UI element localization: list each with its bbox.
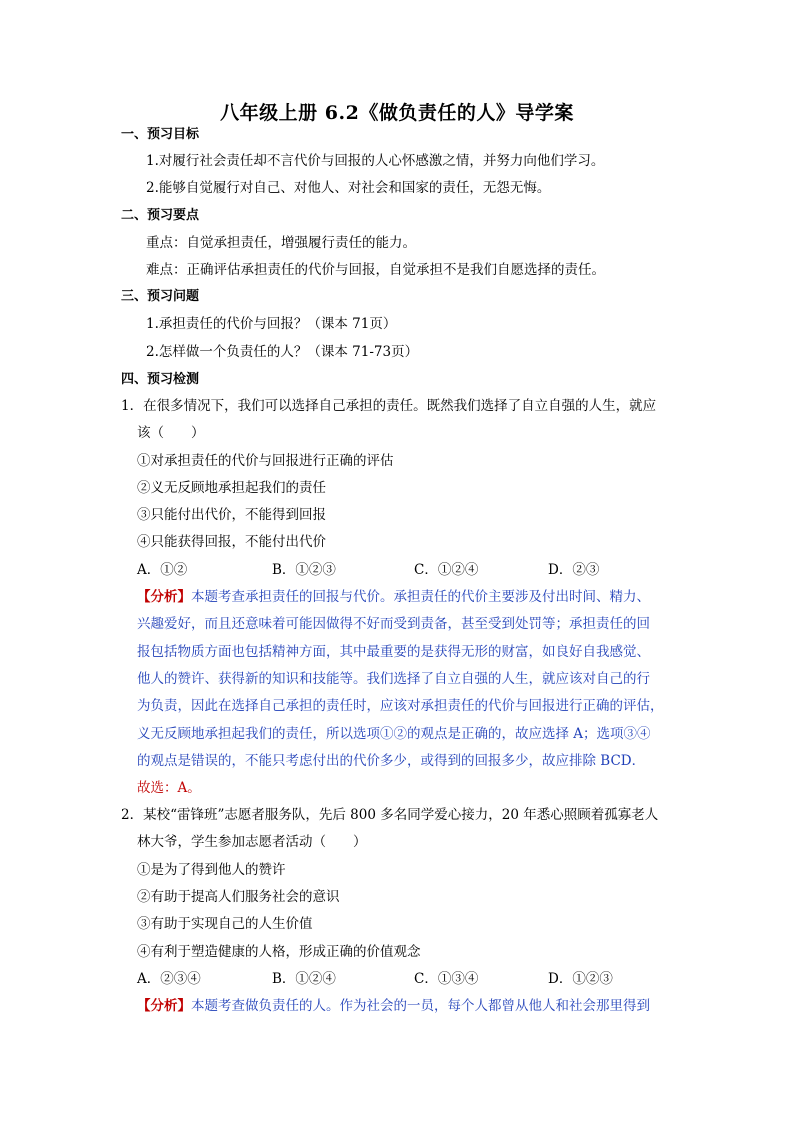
q2-stem-line-1: 2．某校“雷锋班”志愿者服务队，先后 800 多名同学爱心接力，20 年悉心照顾着孤寡老人 xyxy=(121,807,659,823)
q1-analysis-line-6: 义无反顾地承担起我们的责任，所以选项①②的观点是正确的，故应选择 A；选项③④ xyxy=(137,726,651,742)
goal-item-1: 1.对履行社会责任却不言代价与回报的人心怀感激之情，并努力向他们学习。 xyxy=(146,153,605,169)
q1-analysis-line-7: 的观点是错误的，不能只考虑付出的代价多少，或得到的回报多少，故应排除 BCD． xyxy=(137,753,646,769)
q2-option-b: B．①②④ xyxy=(272,971,336,987)
q1-answer: 故选：A。 xyxy=(137,780,201,796)
q2-statement-3: ③有助于实现自己的人生价值 xyxy=(137,916,313,932)
q1-statement-1: ①对承担责任的代价与回报进行正确的评估 xyxy=(137,453,394,469)
q2-statement-4: ④有利于塑造健康的人格，形成正确的价值观念 xyxy=(137,944,421,960)
q1-option-d: D．②③ xyxy=(548,562,600,578)
q2-analysis-line-1: 【分析】本题考查做负责任的人。作为社会的一员，每个人都曾从他人和社会那里得到 xyxy=(137,998,650,1014)
key-point: 重点：自觉承担责任，增强履行责任的能力。 xyxy=(146,235,416,251)
section-heading-preview-goals: 一、预习目标 xyxy=(121,127,200,142)
goal-item-2: 2.能够自觉履行对自己、对他人、对社会和国家的责任，无怨无悔。 xyxy=(146,180,551,196)
q1-stem-line-1: 1．在很多情况下，我们可以选择自己承担的责任。既然我们选择了自立自强的人生，就应 xyxy=(121,398,657,414)
q2-statement-1: ①是为了得到他人的赞许 xyxy=(137,862,286,878)
q2-option-a: A．②③④ xyxy=(137,971,201,987)
q1-option-c: C．①②④ xyxy=(414,562,479,578)
q1-analysis-line-1: 【分析】本题考查承担责任的回报与代价。承担责任的代价主要涉及付出时间、精力、 xyxy=(137,589,650,605)
q1-analysis-line-5: 为负责，因此在选择自己承担的责任时，应该对承担责任的代价与回报进行正确的评估， xyxy=(137,698,664,714)
q1-option-a: A．①② xyxy=(137,562,188,578)
difficult-point: 难点：正确评估承担责任的代价与回报，自觉承担不是我们自愿选择的责任。 xyxy=(146,262,605,278)
q2-analysis-tag: 【分析】 xyxy=(137,998,191,1014)
preview-question-2: 2.怎样做一个负责任的人？（课本 71-73页） xyxy=(146,344,419,360)
preview-question-1: 1.承担责任的代价与回报？（课本 71页） xyxy=(146,316,397,332)
section-heading-preview-test: 四、预习检测 xyxy=(121,372,200,387)
q2-option-c: C．①③④ xyxy=(414,971,479,987)
q1-analysis-line-3: 报包括物质方面也包括精神方面，其中最重要的是获得无形的财富，如良好自我感觉、 xyxy=(137,644,650,660)
q1-statement-3: ③只能付出代价，不能得到回报 xyxy=(137,507,326,523)
section-heading-preview-points: 二、预习要点 xyxy=(121,208,200,223)
q1-analysis-line-4: 他人的赞许、获得新的知识和技能等。我们选择了自立自强的人生，就应该对自己的行 xyxy=(137,671,650,687)
q1-analysis-line-2: 兴趣爱好，而且还意味着可能因做得不好而受到责备，甚至受到处罚等；承担责任的回 xyxy=(137,616,650,632)
page-title: 八年级上册 6.2《做负责任的人》导学案 xyxy=(220,102,574,124)
q1-stem-line-2: 该（ ） xyxy=(137,425,205,441)
q1-statement-4: ④只能获得回报，不能付出代价 xyxy=(137,534,326,550)
q2-stem-line-2: 林大爷，学生参加志愿者活动（ ） xyxy=(137,834,367,850)
q2-statement-2: ②有助于提高人们服务社会的意识 xyxy=(137,889,340,905)
q1-option-b: B．①②③ xyxy=(272,562,336,578)
section-heading-preview-questions: 三、预习问题 xyxy=(121,289,200,304)
q2-option-d: D．①②③ xyxy=(548,971,613,987)
q1-analysis-tag: 【分析】 xyxy=(137,589,191,605)
q1-statement-2: ②义无反顾地承担起我们的责任 xyxy=(137,480,326,496)
